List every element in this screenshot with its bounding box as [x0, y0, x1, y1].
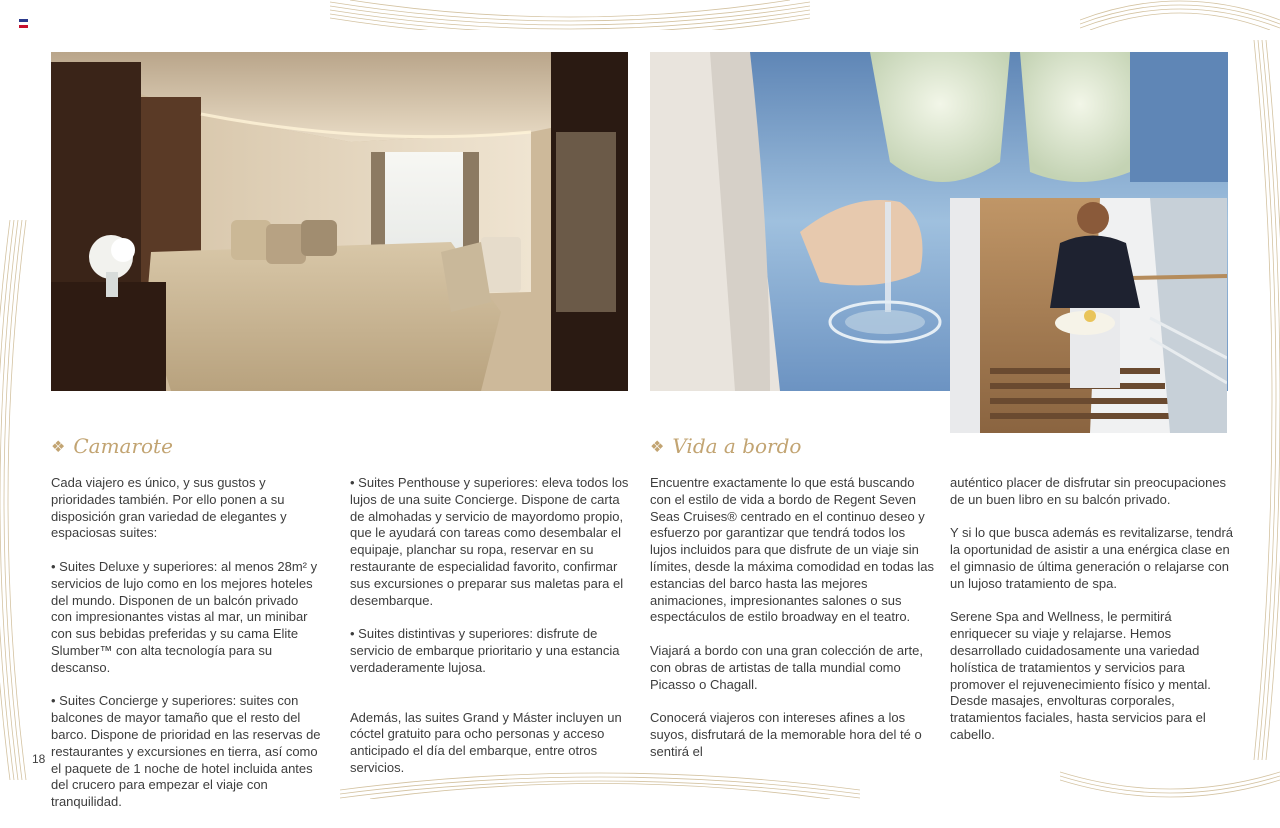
paragraph: Viajará a bordo con una gran colección de arte, con obras de artistas de talla mundial como Picasso o Chagall. [650, 642, 923, 692]
ornament-icon: ❖ [650, 436, 665, 456]
paragraph: Conocerá viajeros con intereses afines a los suyos, disfrutará de la memorable hora del té o sentirá el [650, 710, 922, 759]
paragraph: • Suites distintivas y superiores: disfrute de servicio de embarque prioritario y una estancia verdaderamente lujosa. [350, 626, 620, 675]
camarote-column-1 [51, 475, 321, 828]
vida-column-2 [950, 475, 1235, 761]
paragraph: auténtico placer de disfrutar sin preocupaciones de un buen libro en su balcón privado. [950, 475, 1227, 507]
vida-a-bordo-title: Vida a bordo [672, 434, 802, 458]
decorative-wave-lines-left [0, 220, 28, 780]
decorative-wave-lines-top [330, 0, 810, 30]
page-number: 18 [32, 752, 46, 766]
decorative-wave-lines-top-right [1080, 0, 1280, 30]
camarote-column-2 [350, 475, 635, 794]
ornament-icon: ❖ [51, 436, 66, 456]
decorative-wave-lines-bottom-right [1060, 770, 1280, 799]
language-flag-icon [19, 19, 28, 28]
suite-bedroom-photo [51, 52, 628, 391]
paragraph: Además, las suites Grand y Máster incluyen un cóctel gratuito para ocho personas y acceso anticipado el día del embarque, entre otros servicios. [350, 709, 622, 775]
paragraph: • Suites Deluxe y superiores: al menos 28m² y servicios de lujo como en los mejores hoteles del mundo. Disponen de un balcón privado con impresionantes vistas al mar, un minibar con sus bebidas preferidas y su cama Elite Slumber™ con alta tecnología para su descanso. [51, 558, 318, 675]
paragraph: Encuentre exactamente lo que está buscando con el estilo de vida a bordo de Regent Seven Seas Cruises® centrado en el continuo deseo y esfuerzo por garantizar que tendrá todos los lujos incluidos para que disfrute de un viaje sin límites, desde la máxima comodidad en todas las estancias del barco hasta las mejores animaciones, impresionantes salones o sus espectáculos de estilo broadway en el teatro. [650, 475, 934, 625]
paragraph: Serene Spa and Wellness, le permitirá enriquecer su viaje y relajarse. Hemos desarrollado cuidadosamente una variedad holística de tratamientos y servicios para promover el rejuvenecimiento físico y mental. Desde masajes, envolturas corporales, tratamientos faciales, hasta servicios para el cabello. [950, 609, 1211, 742]
paragraph: • Suites Penthouse y superiores: eleva todos los lujos de una suite Concierge. Dispone de carta de almohadas y servicio de mayordomo propio, que le ayudará con tareas como desembalar el equipaje, planchar su ropa, reservar en su restaurante de especialidad favorito, confirmar sus excursiones o preparar sus maletas para el desembarque. [350, 475, 629, 608]
butler-serving-photo [950, 198, 1227, 433]
decorative-wave-lines-right [1252, 40, 1280, 760]
vida-a-bordo-heading [650, 434, 801, 458]
paragraph: Cada viajero es único, y sus gustos y prioridades también. Por ello ponen a su disposición gran variedad de elegantes y espaciosas suites: [51, 475, 287, 541]
paragraph: • Suites Concierge y superiores: suites con balcones de mayor tamaño que el resto del barco. Dispone de prioridad en las reservas de restaurantes y excursiones en tierra, así como el paquete de 1 noche de hotel incluida antes del crucero para empezar el viaje con tranquilidad. [51, 693, 321, 810]
camarote-heading [51, 434, 173, 458]
paragraph: Y si lo que busca además es revitalizarse, tendrá la oportunidad de asistir a una enérgica clase en el gimnasio de última generación o relajarse con un lujoso tratamiento de spa. [950, 525, 1234, 591]
vida-column-1 [650, 475, 935, 777]
camarote-title: Camarote [73, 434, 173, 458]
